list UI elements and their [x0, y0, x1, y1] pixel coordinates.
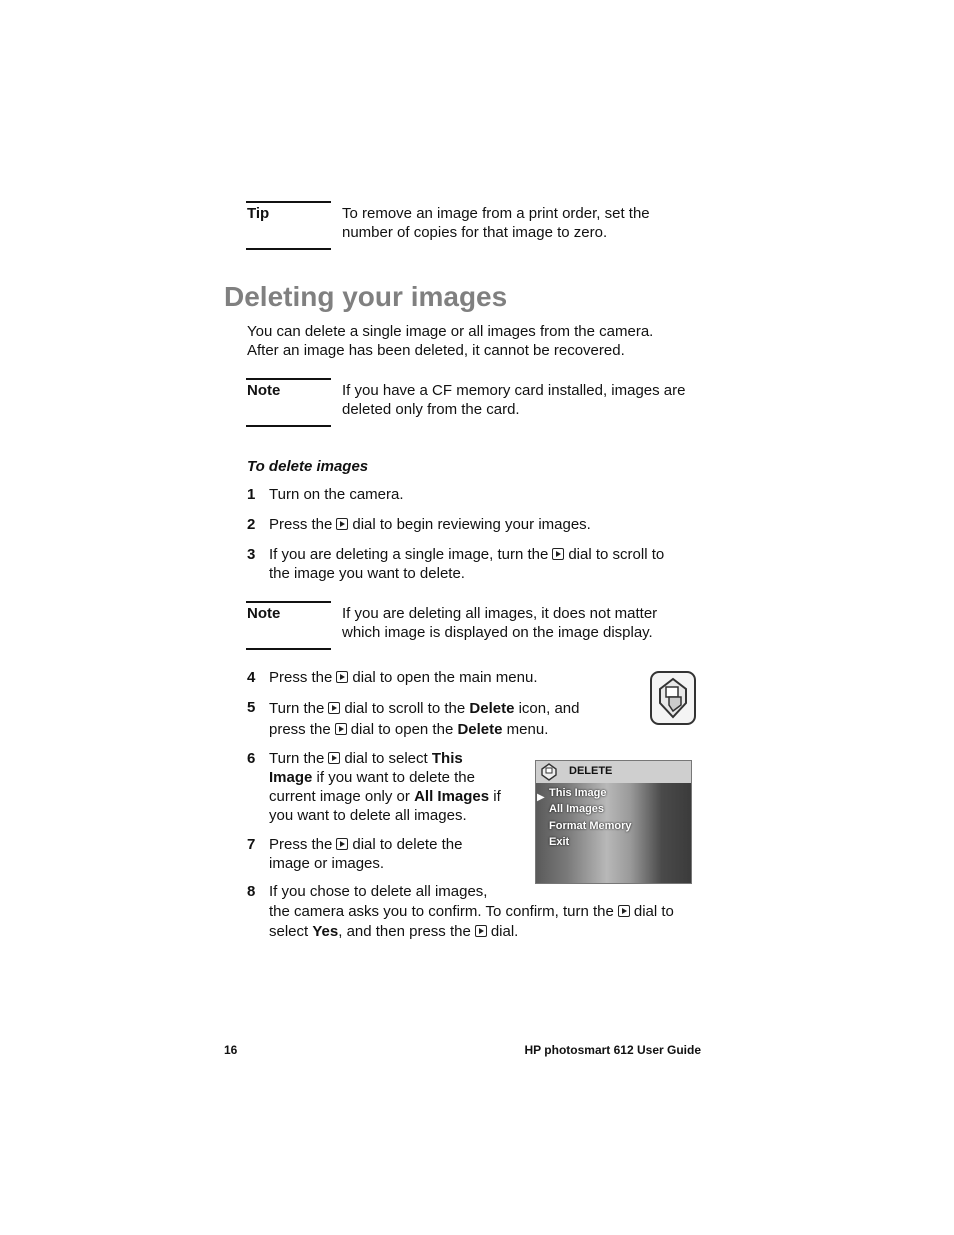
step-6-part: if you want to delete the	[316, 769, 475, 786]
note2-line-1: If you are deleting all images, it does not matter	[342, 605, 658, 622]
page-title: Deleting your images	[224, 281, 508, 312]
step-6-part: if	[493, 788, 501, 805]
step-7-part: Press the	[269, 836, 333, 853]
step-6-line-3	[269, 787, 529, 806]
camera-screen	[535, 760, 692, 884]
playback-dial-icon	[336, 518, 348, 530]
playback-dial-icon	[336, 838, 348, 850]
playback-dial-icon	[328, 752, 340, 764]
playback-dial-icon	[618, 905, 630, 917]
step-6-text	[269, 749, 529, 825]
step-5-part: icon, and	[518, 700, 580, 717]
step-2-text	[269, 515, 591, 534]
step-6-part: current image only or	[269, 788, 410, 805]
step-5-part: dial to open the	[350, 721, 454, 738]
menu-item-this-image[interactable]: This Image	[549, 787, 607, 799]
procedure-title: To delete images	[247, 458, 369, 475]
note2-line-2: which image is displayed on the image display.	[342, 624, 653, 641]
step-4-part: Press the	[269, 669, 333, 686]
note1-line-1: If you have a CF memory card installed, images are	[342, 382, 686, 399]
trash-icon	[652, 673, 694, 723]
playback-dial-icon	[336, 671, 348, 683]
tip-line-1: To remove an image from a print order, set the	[342, 205, 650, 222]
step-6-line-2	[269, 768, 529, 787]
step-5-bold: Delete	[457, 721, 503, 738]
playback-dial-icon	[552, 548, 564, 560]
step-6-line-1	[269, 749, 529, 768]
step-1-part: Turn on the camera.	[269, 486, 404, 503]
step-3-part: dial to scroll to	[568, 546, 665, 563]
step-3-line-1	[269, 545, 709, 564]
step-3-part: If you are deleting a single image, turn the	[269, 546, 549, 563]
note1-rule-bottom	[246, 425, 331, 427]
note2-text	[342, 604, 712, 642]
step-8-part: the camera asks you to confirm. To confirm, turn the	[269, 903, 614, 920]
step-6-bold: Image	[269, 769, 313, 786]
tip-text	[342, 204, 712, 242]
note1-text	[342, 381, 712, 419]
note1-line-2: deleted only from the card.	[342, 401, 520, 418]
tip-rule-top	[246, 201, 331, 203]
tip-rule-bottom	[246, 248, 331, 250]
intro-paragraph	[247, 322, 653, 360]
step-7-number: 7	[247, 836, 256, 853]
intro-line-2: After an image has been deleted, it cannot be recovered.	[247, 342, 625, 359]
delete-icon	[539, 763, 559, 781]
menu-selection-arrow-icon: ▶	[537, 792, 545, 803]
step-2-number: 2	[247, 516, 256, 533]
note2-label: Note	[247, 605, 281, 622]
step-3-line-2: the image you want to delete.	[269, 565, 465, 582]
menu-item-all-images[interactable]: All Images	[549, 803, 605, 815]
step-6-line-4: you want to delete all images.	[269, 807, 467, 824]
step-7-line-1	[269, 835, 529, 854]
note2-rule-top	[246, 601, 331, 603]
screen-title: DELETE	[569, 765, 613, 777]
step-5-part: menu.	[506, 721, 549, 738]
playback-dial-icon	[475, 925, 487, 937]
page-number: 16	[224, 1043, 238, 1057]
menu-item-exit[interactable]: Exit	[549, 836, 570, 848]
step-7-line-2: image or images.	[269, 855, 385, 872]
step-8-line-2	[269, 902, 709, 922]
step-4-part: dial to open the main menu.	[352, 669, 538, 686]
step-5-bold: Delete	[469, 700, 515, 717]
step-3-number: 3	[247, 546, 256, 563]
step-4-number: 4	[247, 669, 256, 686]
step-7-text	[269, 835, 529, 873]
intro-line-1: You can delete a single image or all images from the camera.	[247, 323, 654, 340]
tip-line-2: number of copies for that image to zero.	[342, 224, 608, 241]
playback-dial-icon	[335, 723, 347, 735]
step-3-text	[269, 545, 709, 583]
note1-rule-top	[246, 378, 331, 380]
playback-dial-icon	[328, 702, 340, 714]
note2-rule-bottom	[246, 648, 331, 650]
step-5-text	[269, 698, 629, 740]
step-5-line-2	[269, 719, 629, 740]
step-1-number: 1	[247, 486, 256, 503]
step-5-part: dial to scroll to the	[344, 700, 466, 717]
step-6-number: 6	[247, 750, 256, 767]
menu-item-format-memory[interactable]: Format Memory	[549, 820, 632, 832]
step-5-number: 5	[247, 699, 256, 716]
step-8-part: dial.	[490, 923, 519, 940]
step-7-part: dial to delete the	[352, 836, 463, 853]
step-8-line-1: If you chose to delete all images,	[269, 883, 488, 900]
step-6-part: dial to select	[344, 750, 428, 767]
step-2-part: dial to begin reviewing your images.	[352, 516, 591, 533]
step-6-part: Turn the	[269, 750, 325, 767]
tip-label: Tip	[247, 205, 270, 222]
guide-title: HP photosmart 612 User Guide	[524, 1043, 701, 1057]
step-1-text	[269, 485, 404, 504]
step-8-part: select	[269, 923, 309, 940]
step-8-part: dial to	[633, 903, 674, 920]
step-2-part: Press the	[269, 516, 333, 533]
step-8-number: 8	[247, 883, 256, 900]
step-8-text	[269, 882, 709, 942]
step-8-bold: Yes	[312, 923, 339, 940]
delete-menu-icon	[650, 671, 696, 725]
step-4-text	[269, 668, 538, 687]
step-5-part: Turn the	[269, 700, 325, 717]
step-8-line-3	[269, 922, 709, 942]
note1-label: Note	[247, 382, 281, 399]
screen-header	[536, 761, 692, 783]
step-5-line-1	[269, 698, 629, 719]
step-6-bold: This	[431, 750, 463, 767]
step-6-bold: All Images	[414, 788, 490, 805]
step-5-part: press the	[269, 721, 331, 738]
step-8-part: , and then press the	[338, 923, 471, 940]
